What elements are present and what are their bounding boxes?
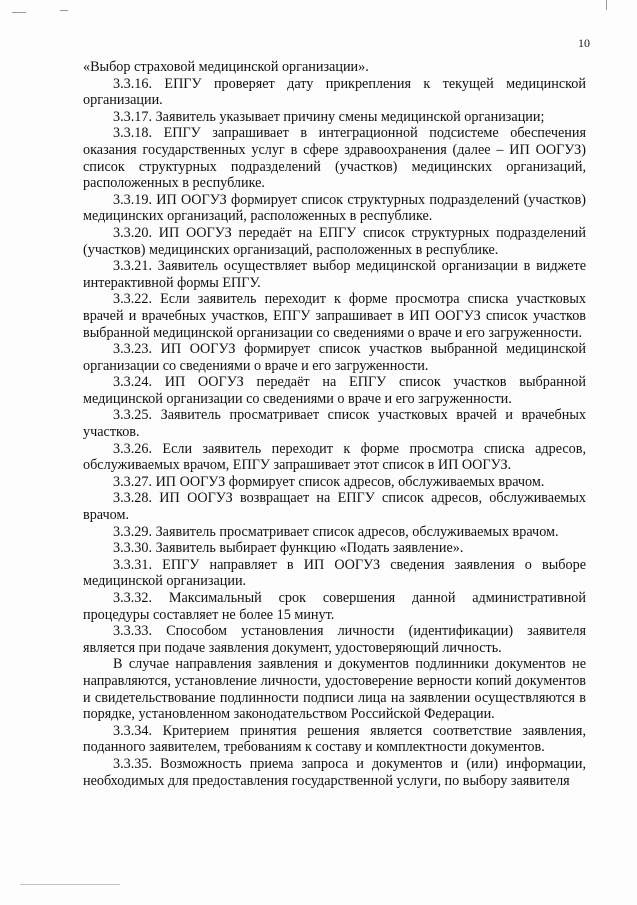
paragraph: 3.3.20. ИП ООГУЗ передаёт на ЕПГУ список структурных подразделений (участков) медицинских организаций, расположенных в республике. xyxy=(83,224,586,258)
paragraph: 3.3.17. Заявитель указывает причину смены медицинской организации; xyxy=(113,108,545,125)
paragraph: 3.3.31. ЕПГУ направляет в ИП ООГУЗ сведения заявления о выборе медицинской организации. xyxy=(83,556,586,590)
scan-artifact-mark xyxy=(20,884,120,885)
paragraph: 3.3.23. ИП ООГУЗ формирует список участков выбранной медицинской организации со сведениями о враче и его загруженности. xyxy=(83,341,586,374)
document-body xyxy=(83,59,586,789)
paragraph: 3.3.32. Максимальный срок совершения данной административной процедуры составляет не более 15 минут. xyxy=(83,590,586,623)
paragraph: 3.3.24. ИП ООГУЗ передаёт на ЕПГУ список участков выбранной медицинской организации со сведениями о враче и его загруженности. xyxy=(83,374,586,407)
paragraph: 3.3.27. ИП ООГУЗ формирует список адресов, обслуживаемых врачом. xyxy=(113,473,545,490)
paragraph: 3.3.34. Критерием принятия решения является соответствие заявления, поданного заявителем, требованиям к составу и комплектности документов. xyxy=(83,722,586,756)
paragraph: 3.3.30. Заявитель выбирает функцию «Подать заявление». xyxy=(113,540,464,557)
scan-artifact-mark xyxy=(60,10,68,11)
paragraph: 3.3.26. Если заявитель переходит к форме просмотра списка адресов, обслуживаемых врачом, ЕПГУ запрашивает этот список в ИП ООГУЗ. xyxy=(83,440,586,474)
scan-artifact-mark xyxy=(606,0,607,10)
paragraph: 3.3.22. Если заявитель переходит к форме просмотра списка участковых врачей и врачебных участков, ЕПГУ запрашивает в ИП ООГУЗ список участков выбранной медицинской организации со сведениями о враче и его загруженности. xyxy=(83,291,586,341)
paragraph: 3.3.25. Заявитель просматривает список участковых врачей и врачебных участков. xyxy=(83,407,586,441)
paragraph: 3.3.16. ЕПГУ проверяет дату прикрепления к текущей медицинской организации. xyxy=(83,75,586,109)
paragraph: 3.3.29. Заявитель просматривает список адресов, обслуживаемых врачом. xyxy=(113,523,559,540)
paragraph: «Выбор страховой медицинской организации». xyxy=(83,59,369,75)
paragraph: 3.3.19. ИП ООГУЗ формирует список структурных подразделений (участков) медицинских организаций, расположенных в республике. xyxy=(83,191,586,225)
paragraph: 3.3.21. Заявитель осуществляет выбор медицинской организации в виджете интерактивной формы ЕПГУ. xyxy=(83,258,586,291)
paragraph: 3.3.33. Способом установления личности (идентификации) заявителя является при подаче заявления документ, удостоверяющий личность. xyxy=(83,623,586,656)
page-number: 10 xyxy=(578,36,590,50)
scan-artifact-mark xyxy=(12,12,26,13)
paragraph: 3.3.35. Возможность приема запроса и документов и (или) информации, необходимых для предоставления государственной услуги, по выбору заявителя xyxy=(83,755,586,789)
paragraph: В случае направления заявления и документов подлинники документов не направляются, установление личности, удостоверение верности копий документов и свидетельствование подлинности подписи лица на заявлении осуществляются в порядке, установленном законодательством Российской Федерации. xyxy=(83,656,586,723)
paragraph: 3.3.28. ИП ООГУЗ возвращает на ЕПГУ список адресов, обслуживаемых врачом. xyxy=(83,490,586,524)
paragraph: 3.3.18. ЕПГУ запрашивает в интеграционной подсистеме обеспечения оказания государственных услуг в сфере здравоохранения (далее – ИП ООГУЗ) список структурных подразделений (участков) медицинских организаций, расположенных в республике. xyxy=(83,125,586,192)
